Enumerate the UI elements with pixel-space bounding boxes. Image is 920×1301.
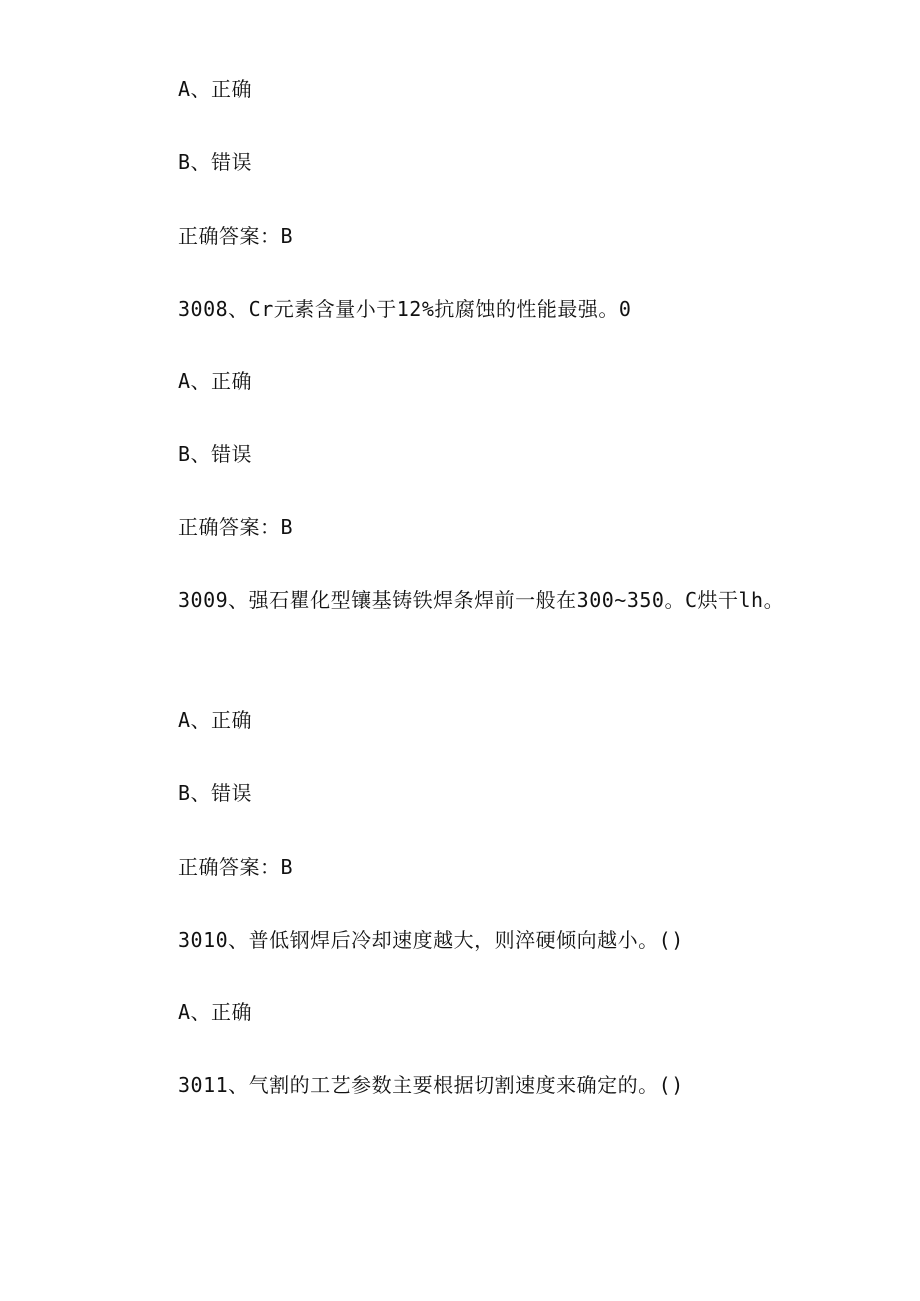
option-b: B、错误 — [178, 442, 253, 466]
question-3011: 3011、气割的工艺参数主要根据切割速度来确定的。() — [178, 1073, 684, 1097]
option-a: A、正确 — [178, 708, 253, 732]
option-b: B、错误 — [178, 150, 253, 174]
question-3008: 3008、Cr元素含量小于12%抗腐蚀的性能最强。0 — [178, 297, 632, 321]
correct-answer: 正确答案：B — [178, 515, 294, 539]
correct-answer: 正确答案：B — [178, 224, 294, 248]
option-a: A、正确 — [178, 77, 253, 101]
correct-answer: 正确答案：B — [178, 855, 294, 879]
question-3010: 3010、普低钢焊后冷却速度越大，则淬硬倾向越小。() — [178, 928, 684, 952]
question-3009: 3009、强石瞿化型镶基铸铁焊条焊前一般在300~350。C烘干lh。 — [178, 588, 785, 612]
option-a: A、正确 — [178, 369, 253, 393]
option-b: B、错误 — [178, 781, 253, 805]
option-a: A、正确 — [178, 1000, 253, 1024]
